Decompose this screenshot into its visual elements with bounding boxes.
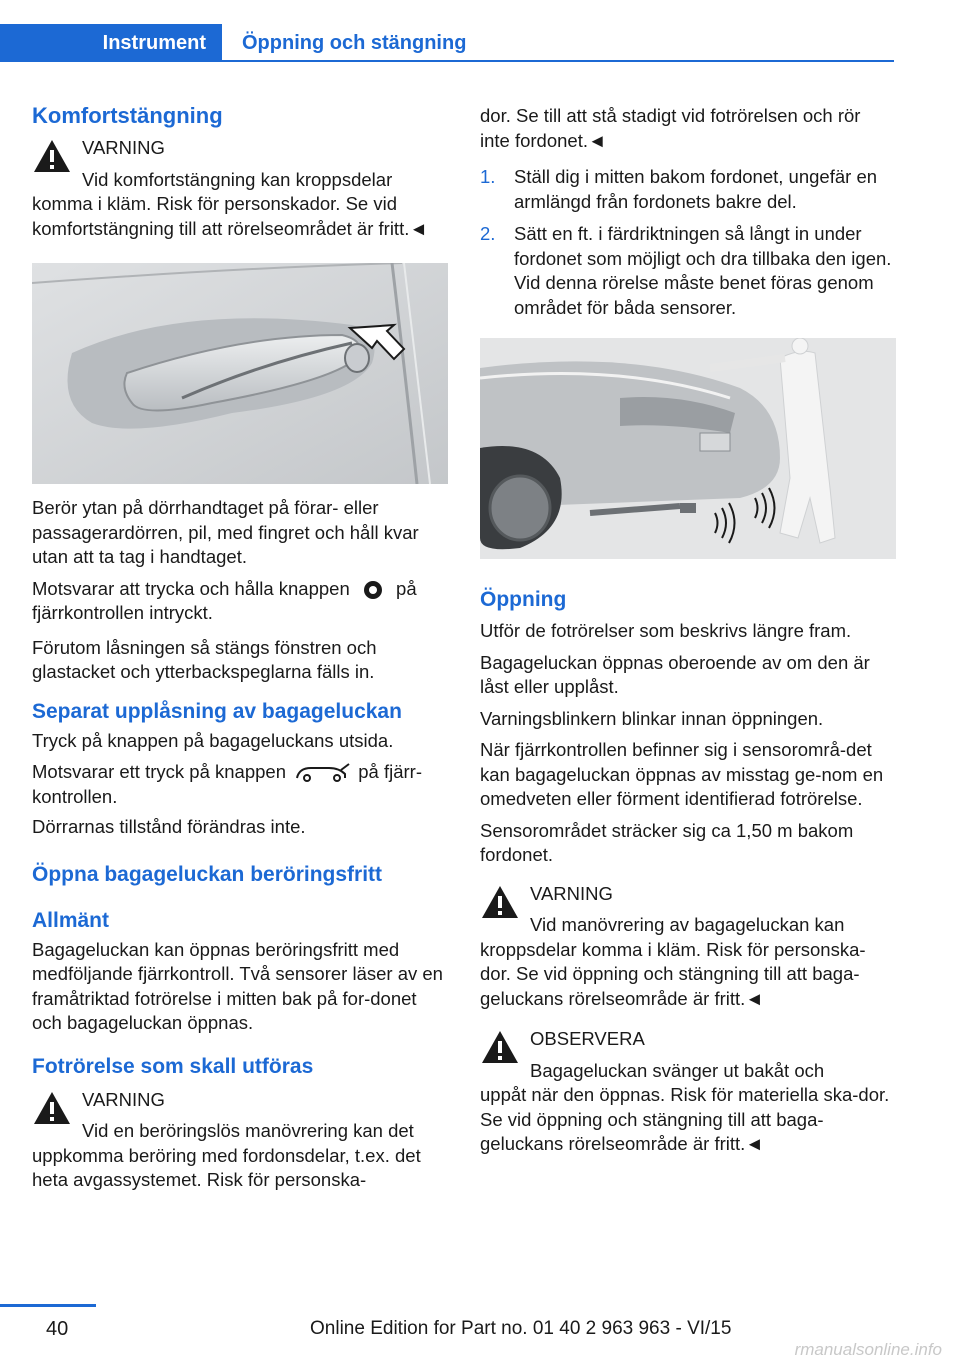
- car-trunk-icon: [291, 762, 353, 784]
- warning-text: kroppsdelar komma i kläm. Risk för personska-dor. Se vid öppning och stängning till att baga-geluckans rörelseområde är fritt.◄: [480, 938, 866, 1009]
- warning-triangle-icon: [480, 1029, 520, 1065]
- paragraph-doors-unchanged: Dörrarnas tillstånd förändras inte.: [32, 816, 306, 837]
- paragraph-trunk-key-b: på fjärr-kontrollen.: [32, 761, 423, 807]
- paragraph-oppning-2: Bagageluckan öppnas oberoende av om den är låst eller upplåst.: [480, 651, 870, 697]
- step-number: 1.: [480, 166, 496, 187]
- warning-text-first-line: Vid en beröringslös manövrering kan det: [82, 1120, 414, 1141]
- step-text: Ställ dig i mitten bakom fordonet, ungefär en armlängd från fordonets bakre del.: [514, 166, 878, 212]
- warning-triangle-icon: [32, 1090, 72, 1126]
- heading-fotrorelse: Fotrörelse som skall utföras: [32, 1054, 314, 1078]
- warning-text: uppkomma beröring med fordonsdelar, t.ex. det heta avgassystemet. Risk för personska-: [32, 1144, 421, 1190]
- step-number: 2.: [480, 223, 496, 244]
- notice-text-first-line: Bagageluckan svänger ut bakåt och: [530, 1059, 825, 1081]
- paragraph-allmant: Bagageluckan kan öppnas beröringsfritt med medföljande fjärrkontroll. Två sensorer läser av en framåtriktad fotrörelse i mitten bak på for-donet och bagageluckan öppnas.: [32, 938, 443, 1033]
- paragraph-key-equivalent-b: på fjärrkontrollen intryckt.: [32, 577, 417, 623]
- paragraph-oppning-3: Varningsblinkern blinkar innan öppningen.: [480, 707, 824, 729]
- door-handle-illustration: [32, 263, 448, 484]
- paragraph-oppning-5: Sensorområdet sträcker sig ca 1,50 m bakom fordonet.: [480, 819, 854, 865]
- warning-text: komma i kläm. Risk för personskador. Se vid komfortstängning till att rörelseområdet är fritt.◄: [32, 193, 428, 239]
- warning-manovrering: [480, 882, 894, 1012]
- header-tab-instrument: Instrument: [0, 24, 222, 62]
- paragraph-key-equivalent: [32, 577, 450, 626]
- paragraph-key-equivalent-a: Motsvarar att trycka och hålla knappen: [32, 577, 350, 599]
- warning-label: VARNING: [82, 137, 165, 158]
- car-rear-illustration: [480, 338, 896, 559]
- footer-rule: [0, 1304, 96, 1307]
- paragraph-oppning-4: När fjärrkontrollen befinner sig i sensorområ-det kan bagageluckan öppnas av misstag ge-nom en omedveten eller förment identifierad fotrörelse.: [480, 739, 884, 809]
- warning-label: VARNING: [82, 1088, 165, 1110]
- paragraph-oppning-1: Utför de fotrörelser som beskrivs längre fram.: [480, 620, 852, 641]
- warning-triangle-icon: [32, 138, 72, 174]
- paragraph-press-button: Tryck på knappen på bagageluckans utsida.: [32, 729, 394, 751]
- notice-observera: [480, 1027, 894, 1157]
- paragraph-trunk-key-a: Motsvarar ett tryck på knappen: [32, 761, 286, 782]
- steps-list: [480, 165, 894, 320]
- header-rule: [222, 60, 894, 62]
- right-column: [480, 100, 894, 1157]
- header-tab-section: Öppning och stängning: [242, 31, 467, 54]
- warning-fotrorelse: [32, 1088, 450, 1193]
- paragraph-windows-close: Förutom låsningen så stängs fönstren och glastacket och ytterbackspeglarna fälls in.: [32, 636, 377, 682]
- lock-button-icon: [355, 579, 391, 601]
- heading-separat-upplasning: Separat upplåsning av bagageluckan: [32, 699, 402, 723]
- left-column: [32, 100, 450, 1193]
- warning-triangle-icon: [480, 884, 520, 920]
- heading-allmant: Allmänt: [32, 908, 110, 932]
- page-number: 40: [46, 1318, 69, 1340]
- heading-oppning: Öppning: [480, 588, 567, 611]
- warning-text-first-line: Vid komfortstängning kan kroppsdelar: [82, 168, 393, 190]
- notice-label: OBSERVERA: [530, 1028, 645, 1049]
- step-item: [480, 222, 894, 320]
- step-text: Sätt en ft. i färdriktningen så långt in under fordonet som möjligt och dra tillbaka den igen. Vid denna rörelse måste benet föras genom området för båda sensorer.: [514, 223, 892, 318]
- footer-edition: Online Edition for Part no. 01 40 2 963 963 - VI/15: [310, 1318, 732, 1339]
- paragraph-touch-handle: Berör ytan på dörrhandtaget på förar- eller passagerardörren, pil, med fingret och håll kvar utan att ta tag i handtaget.: [32, 497, 419, 567]
- door-handle-image: [32, 263, 448, 484]
- car-rear-foot-image: [480, 338, 896, 559]
- heading-oppna-beroringsfritt: Öppna bagageluckan beröringsfritt: [32, 862, 383, 886]
- paragraph-continued: dor. Se till att stå stadigt vid fotrörelsen och rör inte fordonet.◄: [480, 105, 861, 151]
- warning-text-first-line: Vid manövrering av bagageluckan kan: [530, 914, 845, 935]
- notice-text: uppåt när den öppnas. Risk för materiella ska-dor. Se vid öppning och stängning till att baga-geluckans rörelseområde är fritt.◄: [480, 1084, 890, 1154]
- paragraph-trunk-key: [32, 760, 450, 809]
- warning-komfort: [32, 136, 450, 241]
- watermark: rmanualsonline.info: [794, 1340, 942, 1359]
- heading-komfortstangning: Komfortstängning: [32, 103, 223, 128]
- warning-label: VARNING: [530, 882, 613, 904]
- step-item: [480, 165, 894, 214]
